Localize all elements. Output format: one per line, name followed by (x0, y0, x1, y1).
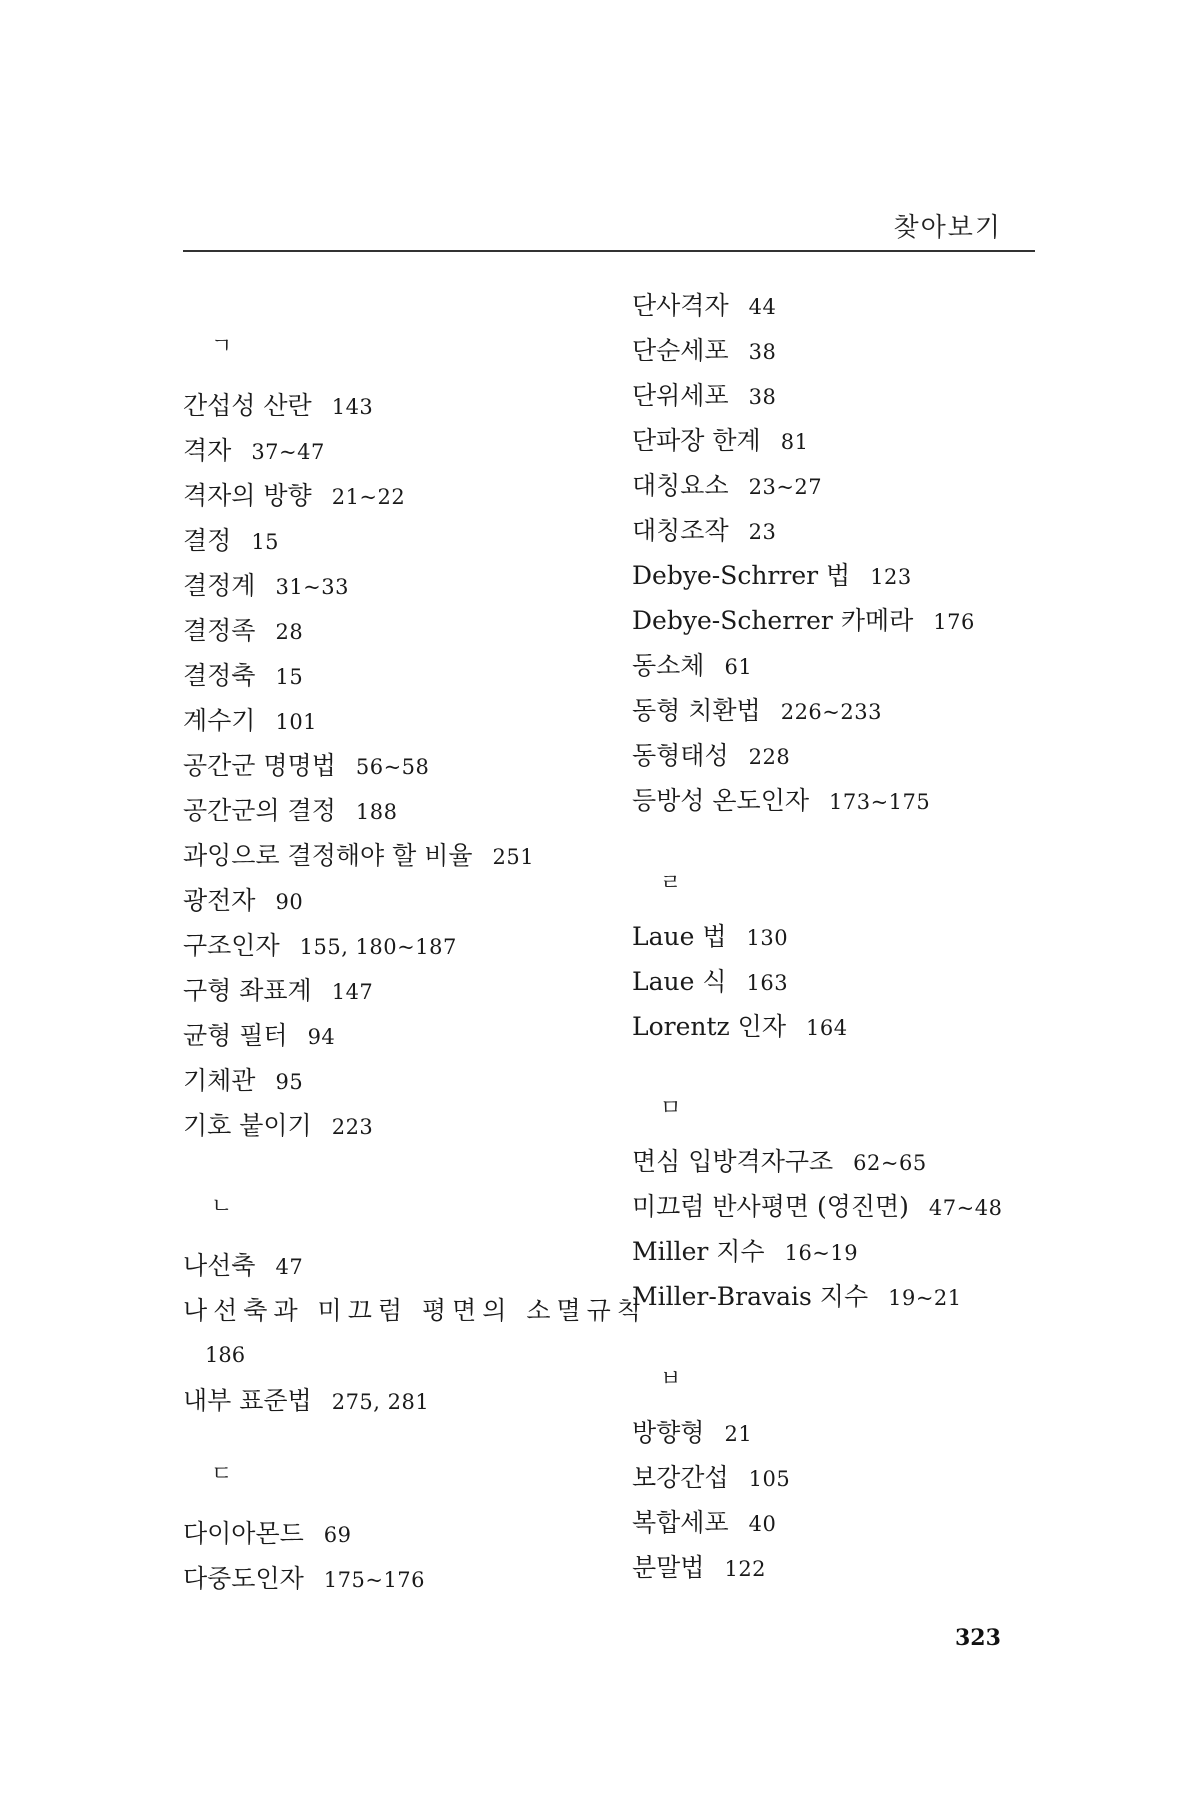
index-entry (632, 1455, 790, 1500)
index-term: 격자 (183, 436, 232, 465)
index-entry (183, 1013, 534, 1058)
index-entry (183, 788, 534, 833)
index-term: 다중도인자 (183, 1564, 304, 1593)
index-term: 대칭요소 (632, 471, 729, 500)
index-entry (183, 1511, 425, 1556)
index-term: 나선축과 미끄럼 평면의 소멸규칙 (183, 1296, 647, 1325)
running-head: 찾아보기 (893, 213, 1002, 243)
index-term: 균형 필터 (183, 1021, 288, 1050)
section-letter: ㄱ (211, 334, 233, 359)
index-term: 기호 붙이기 (183, 1111, 312, 1140)
index-entry (632, 1139, 1002, 1184)
page-ref: 143 (331, 395, 374, 419)
page-ref: 164 (805, 1016, 848, 1040)
index-entry (183, 1243, 647, 1288)
index-section-digeut (183, 1453, 425, 1601)
index-term: 기체관 (183, 1066, 256, 1095)
page-ref: 15 (275, 665, 304, 689)
index-term: 미끄럼 반사평면 (영진면) (632, 1192, 909, 1221)
page-ref: 37~47 (251, 440, 325, 464)
index-entry (183, 1556, 425, 1601)
index-entry (632, 1184, 1002, 1229)
page-ref: 38 (748, 340, 777, 364)
index-entry (632, 1274, 1002, 1319)
page-ref: 16~19 (784, 1241, 859, 1265)
index-term: 면심 입방격자구조 (632, 1147, 834, 1176)
index-entry (632, 463, 975, 508)
index-entry (632, 688, 975, 733)
index-term: 공간군의 결정 (183, 796, 336, 825)
index-entry (632, 914, 848, 959)
page-ref: 62~65 (853, 1151, 927, 1175)
index-term: 과잉으로 결정해야 할 비율 (183, 841, 473, 870)
index-entry (183, 1103, 534, 1148)
index-term: 결정계 (183, 571, 256, 600)
index-entry (183, 1378, 647, 1423)
index-entry (632, 328, 975, 373)
section-letter: ㅂ (660, 1367, 682, 1392)
index-entry (632, 418, 975, 463)
section-letter: ㄴ (211, 1194, 233, 1219)
index-entry (632, 1410, 790, 1455)
index-term: Miller-Bravais 지수 (632, 1282, 869, 1311)
index-entry (632, 1500, 790, 1545)
index-term: 보강간섭 (632, 1463, 729, 1492)
index-term: 구조인자 (183, 931, 280, 960)
page-ref: 69 (323, 1523, 352, 1547)
page-ref: 101 (275, 710, 318, 734)
index-term: Laue 식 (632, 967, 727, 996)
page-ref: 28 (275, 620, 304, 644)
page-ref: 47~48 (928, 1196, 1003, 1220)
index-entry (632, 508, 975, 553)
index-entry (632, 778, 975, 823)
index-term: Laue 법 (632, 922, 727, 951)
index-term: 구형 좌표계 (183, 976, 312, 1005)
page-ref: 19~21 (888, 1286, 962, 1310)
page-ref: 44 (748, 295, 777, 319)
index-term: 내부 표준법 (183, 1386, 312, 1415)
index-term: Miller 지수 (632, 1237, 765, 1266)
page-ref: 123 (870, 565, 912, 589)
index-entry (632, 283, 975, 328)
section-letter: ㅁ (660, 1096, 682, 1121)
section-letter: ㄹ (660, 871, 682, 896)
page-ref: 228 (748, 745, 791, 769)
index-term: 단위세포 (632, 381, 729, 410)
index-term: 격자의 방향 (183, 481, 312, 510)
index-entry (183, 743, 534, 788)
index-term: 분말법 (632, 1553, 705, 1582)
index-section-mieum (632, 1087, 1002, 1319)
index-term: 단파장 한계 (632, 426, 761, 455)
page-ref: 31~33 (275, 575, 349, 599)
index-term: 결정축 (183, 661, 256, 690)
index-term: 등방성 온도인자 (632, 786, 809, 815)
index-term: 공간군 명명법 (183, 751, 336, 780)
index-section-digeut-continued (632, 283, 975, 823)
index-entry (632, 553, 975, 598)
index-entry (632, 733, 975, 778)
index-entry (632, 959, 848, 1004)
page-ref: 122 (724, 1557, 767, 1581)
index-entry (183, 1288, 647, 1378)
page-ref: 90 (275, 890, 304, 914)
index-section-nieun (183, 1185, 647, 1423)
index-entry (632, 643, 975, 688)
index-entry (632, 1229, 1002, 1274)
index-entry (632, 1545, 790, 1590)
page-ref: 186 (205, 1343, 246, 1367)
header-rule (183, 250, 1035, 252)
page-ref: 275, 281 (331, 1390, 430, 1414)
page-ref: 130 (746, 926, 789, 950)
index-entry (183, 428, 534, 473)
index-entry (183, 653, 534, 698)
index-entry (183, 833, 534, 878)
index-term: 단사격자 (632, 291, 729, 320)
index-term: 방향형 (632, 1418, 705, 1447)
index-term: 동소체 (632, 651, 705, 680)
page-ref: 226~233 (780, 700, 882, 724)
page-ref: 23 (748, 520, 777, 544)
page-ref: 47 (275, 1255, 304, 1279)
index-section-rieul (632, 862, 848, 1049)
index-term: 다이아몬드 (183, 1519, 304, 1548)
page-ref: 94 (307, 1025, 336, 1049)
index-entry (632, 373, 975, 418)
page-ref: 155, 180~187 (299, 935, 457, 959)
page-ref: 61 (724, 655, 753, 679)
page-ref: 176 (933, 610, 975, 634)
page-ref: 95 (275, 1070, 304, 1094)
index-term: 복합세포 (632, 1508, 729, 1537)
index-term: 단순세포 (632, 336, 729, 365)
page-ref: 56~58 (355, 755, 430, 779)
index-entry (183, 608, 534, 653)
index-entry (183, 923, 534, 968)
index-entry (183, 698, 534, 743)
page-ref: 15 (251, 530, 280, 554)
index-entry (183, 563, 534, 608)
page-ref: 105 (748, 1467, 791, 1491)
page-ref: 81 (780, 430, 809, 454)
index-term: Lorentz 인자 (632, 1012, 786, 1041)
index-entry (183, 518, 534, 563)
page-ref: 223 (331, 1115, 374, 1139)
page-ref: 188 (355, 800, 398, 824)
index-entry (632, 1004, 848, 1049)
page-ref: 251 (492, 845, 535, 869)
page-number: 323 (955, 1625, 1001, 1651)
section-letter: ㄷ (211, 1462, 233, 1487)
index-entry (183, 878, 534, 923)
index-term: 광전자 (183, 886, 256, 915)
index-section-bieup (632, 1358, 790, 1590)
index-term: 계수기 (183, 706, 256, 735)
index-entry (183, 1058, 534, 1103)
index-entry (183, 383, 534, 428)
index-term: 동형태성 (632, 741, 729, 770)
page-ref: 147 (331, 980, 374, 1004)
page-ref: 173~175 (829, 790, 931, 814)
page-ref: 38 (748, 385, 777, 409)
page-ref: 21~22 (331, 485, 406, 509)
index-term: 결정족 (183, 616, 256, 645)
index-entry (632, 598, 975, 643)
index-term: Debye-Schrrer 법 (632, 561, 851, 590)
index-term: 결정 (183, 526, 232, 555)
page-ref: 23~27 (748, 475, 823, 499)
index-entry (183, 968, 534, 1013)
page-ref: 40 (748, 1512, 777, 1536)
index-entry (183, 473, 534, 518)
page-ref: 21 (724, 1422, 753, 1446)
index-term: 대칭조작 (632, 516, 729, 545)
index-term: 간섭성 산란 (183, 391, 312, 420)
index-term: 동형 치환법 (632, 696, 761, 725)
index-section-giyeok (183, 325, 534, 1148)
page-ref: 163 (746, 971, 789, 995)
page-ref: 175~176 (323, 1568, 426, 1592)
index-term: Debye-Scherrer 카메라 (632, 606, 914, 635)
index-term: 나선축 (183, 1251, 256, 1280)
